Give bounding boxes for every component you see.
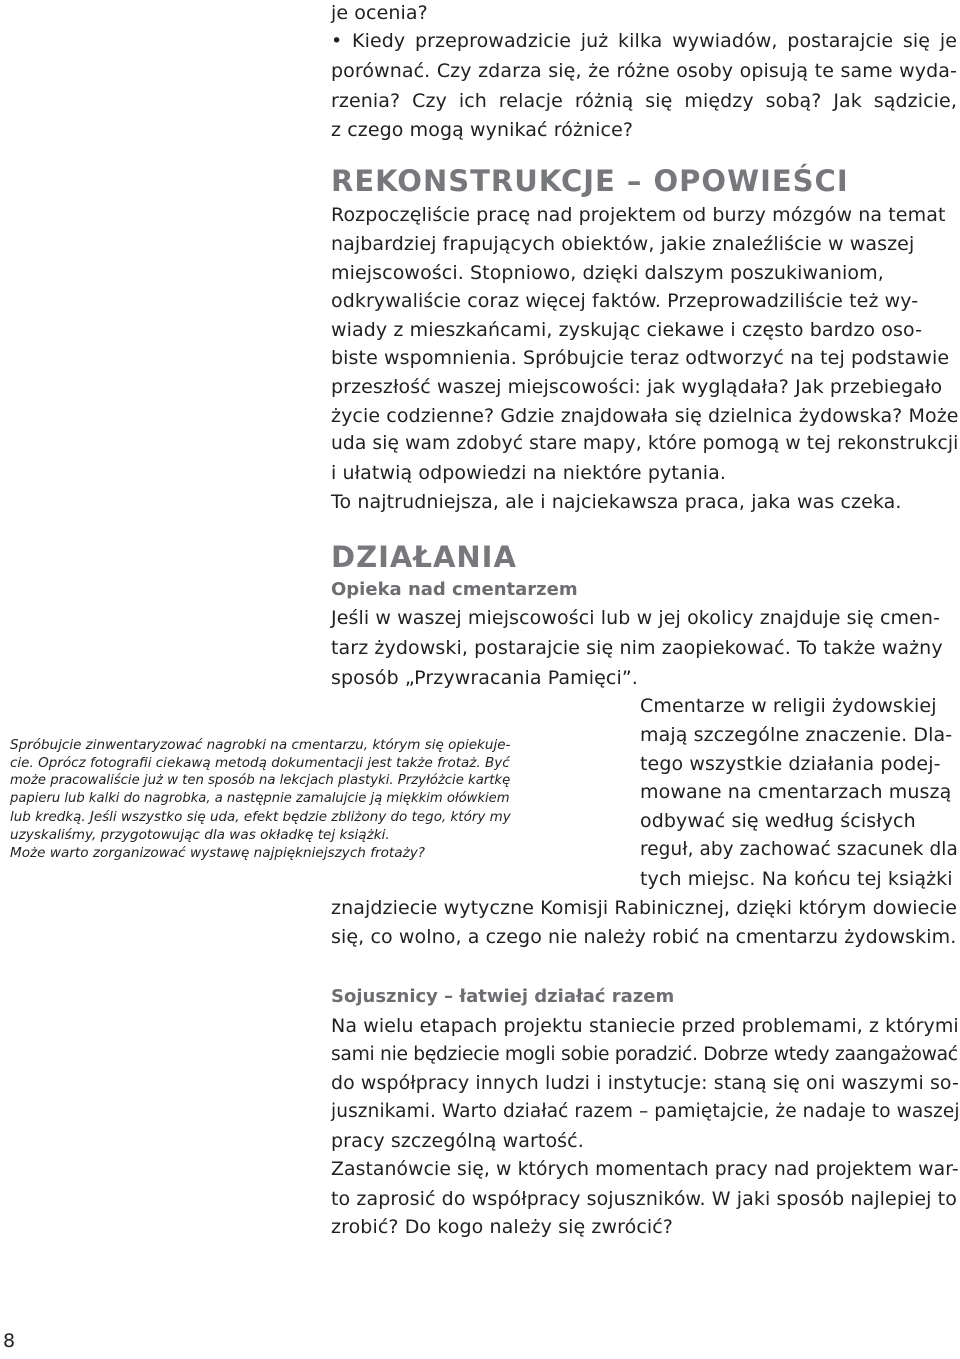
text-line: znajdziecie wytyczne Komisji Rabinicznej, dzięki którym dowiecie — [331, 897, 958, 919]
text-line: się, co wolno, a czego nie należy robić na cmentarzu żydowskim. — [331, 926, 957, 948]
text-line: To najtrudniejsza, ale i najciekawsza praca, jaka was czeka. — [331, 491, 902, 513]
text-line: Na wielu etapach projektu staniecie przed problemami, z którymi — [331, 1015, 959, 1037]
section-heading-dzialania: DZIAŁANIA — [331, 540, 517, 574]
text-line: miejscowości. Stopniowo, dzięki dalszym poszukiwaniom, — [331, 262, 884, 284]
side-line: mają szczególne znaczenie. Dla- — [640, 724, 953, 746]
text-line: przeszłość waszej miejscowości: jak wyglądała? Jak przebiegało — [331, 376, 943, 398]
note-line: papieru lub kalki do nagrobka, a następnie zamalujcie ją miękkim ołówkiem — [10, 791, 510, 806]
subheading-cemetery: Opieka nad cmentarzem — [331, 579, 578, 600]
text-line: do współpracy innych ludzi i instytucje: staną się oni waszymi so- — [331, 1072, 959, 1094]
text-line: tarz żydowski, postarajcie się nim zaopiekować. To także ważny — [331, 637, 943, 659]
text-line: je ocenia? — [331, 2, 428, 24]
text-line: odkrywaliście coraz więcej faktów. Przeprowadziliście też wy- — [331, 290, 919, 312]
text-line: to zaprosić do współpracy sojuszników. W jaki sposób najlepiej to — [331, 1188, 957, 1210]
note-line: uzyskaliśmy, przygotowując dla was okładkę tej książki. — [10, 827, 390, 843]
note-line: cie. Oprócz fotografii ciekawą metodą dokumentacji jest także frotaż. Być — [10, 755, 510, 771]
text-line: życie codzienne? Gdzie znajdowała się dzielnica żydowska? Może — [331, 405, 959, 427]
text-line: Jeśli w waszej miejscowości lub w jej okolicy znajduje się cmen- — [331, 607, 941, 629]
text-line: zrobić? Do kogo należy się zwrócić? — [331, 1216, 673, 1238]
text-line: z czego mogą wynikać różnice? — [331, 119, 634, 141]
text-line: sami nie będziecie mogli sobie poradzić. Dobrze wtedy zaangażować — [331, 1044, 958, 1065]
text-line: Rozpoczęliście pracę nad projektem od burzy mózgów na temat — [331, 204, 946, 226]
side-line: Cmentarze w religii żydowskiej — [640, 695, 937, 717]
text-line: sposób „Przywracania Pamięci”. — [331, 667, 638, 689]
section-heading-rekonstrukcje: REKONSTRUKCJE – OPOWIEŚCI — [331, 164, 849, 198]
text-line: biste wspomnienia. Spróbujcie teraz odtworzyć na tej podstawie — [331, 347, 950, 369]
side-line: odbywać się według ścisłych — [640, 810, 916, 832]
text-line: uda się wam zdobyć stare mapy, które pomogą w tej rekonstrukcji — [331, 433, 959, 454]
note-line: może pracowaliście już w ten sposób na lekcjach plastyki. Przyłóżcie kartkę — [10, 773, 511, 788]
side-line: tych miejsc. Na końcu tej książki — [640, 868, 953, 890]
text-line: rzenia? Czy ich relacje różnią się między sobą? Jak sądzicie, — [331, 90, 957, 112]
subheading-allies: Sojusznicy – łatwiej działać razem — [331, 986, 675, 1007]
side-line: mowane na cmentarzach muszą — [640, 781, 952, 803]
text-line: porównać. Czy zdarza się, że różne osoby opisują te same wyda- — [331, 60, 957, 82]
note-line: Spróbujcie zinwentaryzować nagrobki na cmentarzu, którym się opiekuje- — [10, 737, 511, 753]
text-line: Zastanówcie się, w których momentach pracy nad projektem war- — [331, 1159, 959, 1180]
text-line: najbardziej frapujących obiektów, jakie znaleźliście w waszej — [331, 233, 915, 255]
side-line: tego wszystkie działania podej- — [640, 753, 941, 775]
text-line: jusznikami. Warto działać razem – pamiętajcie, że nadaje to waszej — [331, 1101, 960, 1122]
note-line: lub kredką. Jeśli wszystko się uda, efekt będzie zbliżony do tego, który my — [10, 809, 511, 825]
side-line: reguł, aby zachować szacunek dla — [640, 839, 958, 860]
text-line: pracy szczególną wartość. — [331, 1130, 584, 1152]
note-line: Może warto zorganizować wystawę najpiękniejszych frotaży? — [10, 845, 425, 861]
text-line: i ułatwią odpowiedzi na niektóre pytania. — [331, 462, 727, 484]
text-line: wiady z mieszkańcami, zyskując ciekawe i często bardzo oso- — [331, 319, 923, 341]
bullet-line: • Kiedy przeprowadzicie już kilka wywiadów, postarajcie się je — [331, 30, 957, 52]
page-number: 8 — [3, 1330, 16, 1352]
